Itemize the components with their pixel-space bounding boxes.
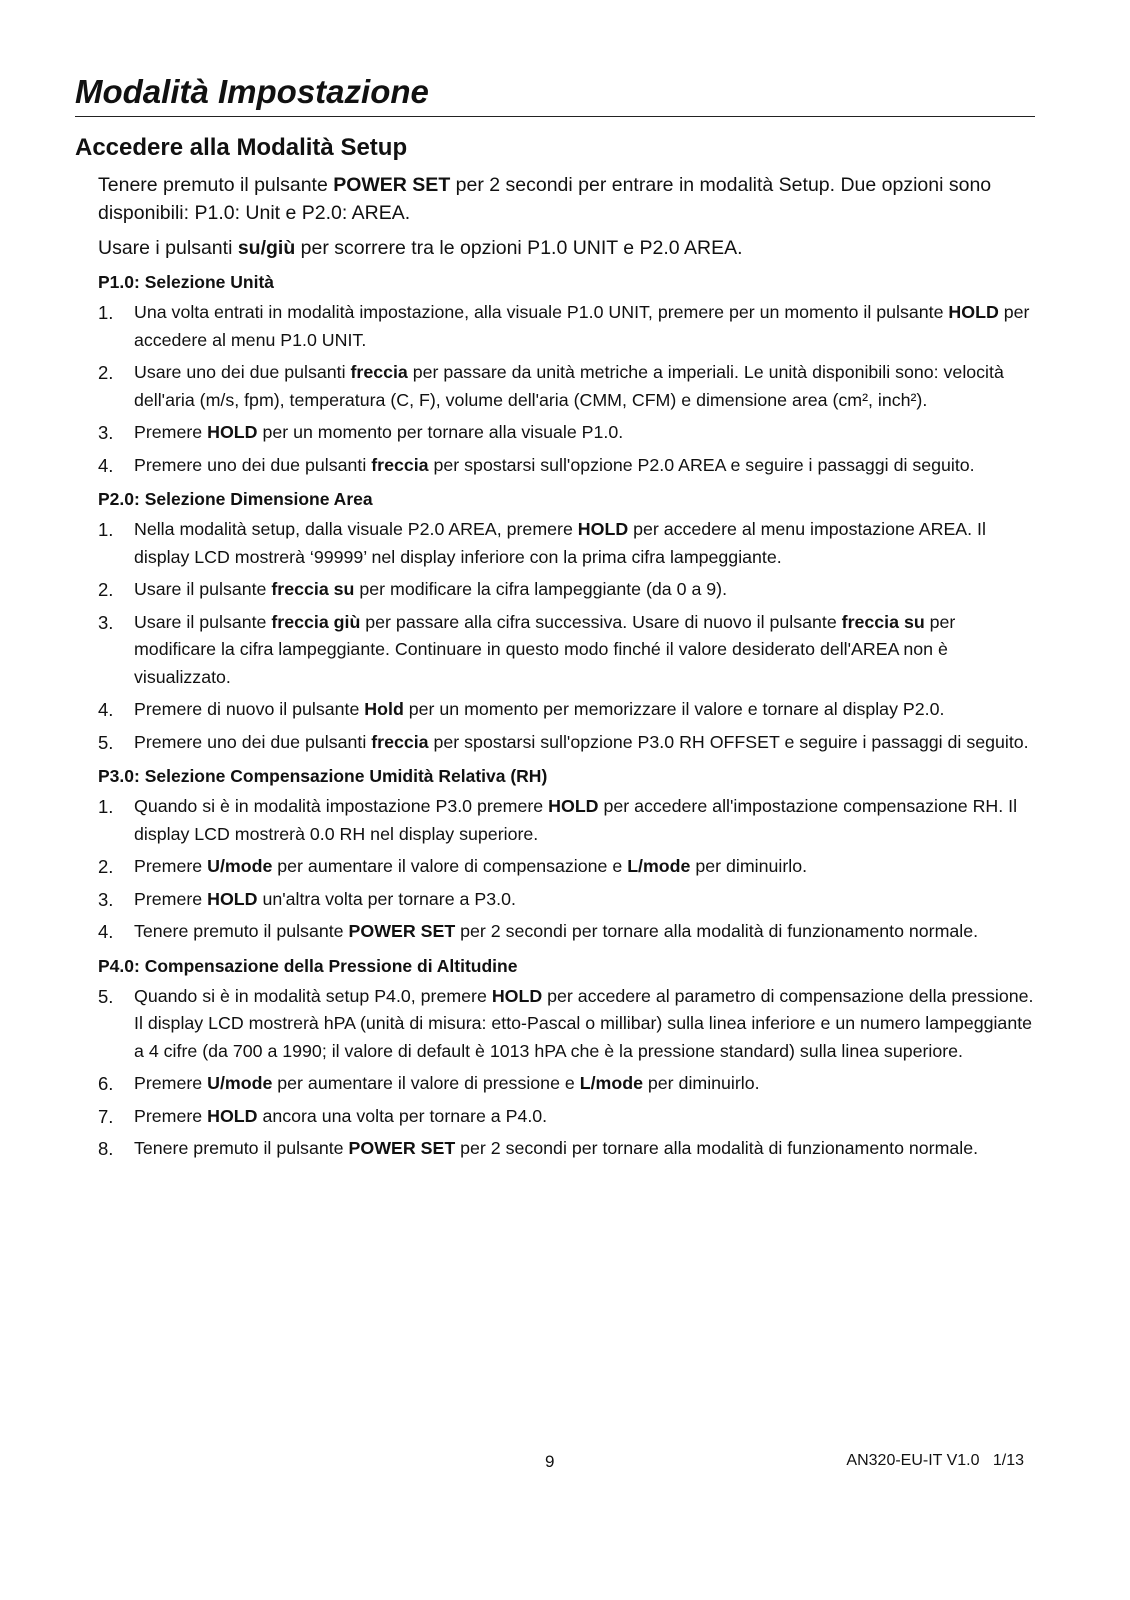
document-body	[98, 171, 1038, 1168]
page-title: Modalità Impostazione	[75, 74, 1035, 117]
step-text	[134, 455, 975, 475]
text-run: Usare uno dei due pulsanti	[134, 362, 351, 382]
list-item	[98, 886, 1038, 914]
step-number: 3.	[98, 611, 114, 633]
step-text	[134, 612, 955, 687]
subsection-heading: P3.0: Selezione Compensazione Umidità Relativa (RH)	[98, 766, 548, 786]
step-number: 2.	[98, 856, 114, 877]
list-item	[98, 1070, 1038, 1098]
text-run: ancora una volta per tornare a P4.0.	[257, 1105, 548, 1126]
step-number: 4.	[98, 699, 114, 720]
step-text	[134, 856, 807, 876]
steps-list	[98, 983, 1038, 1163]
text-run: per un momento per tornare alla visuale P1.0.	[257, 422, 624, 442]
step-number: 1.	[98, 796, 114, 817]
text-run: per scorrere tra le opzioni P1.0 UNIT e P2.0 AREA.	[295, 237, 743, 259]
step-number: 7.	[98, 1105, 114, 1127]
steps-list	[98, 516, 1038, 756]
list-item	[98, 729, 1038, 757]
step-number: 2.	[98, 362, 114, 383]
step-text	[134, 519, 986, 567]
step-text	[134, 1106, 547, 1126]
text-run: Premere di nuovo il pulsante	[134, 699, 365, 719]
step-number: 4.	[98, 454, 114, 476]
bold-text: HOLD	[948, 302, 999, 322]
step-text	[134, 302, 1029, 350]
text-run: per spostarsi sull'opzione P3.0 RH OFFSET e seguire i passaggi di seguito.	[428, 731, 1029, 752]
subsections	[98, 270, 1038, 1163]
list-item	[98, 1135, 1038, 1163]
step-text	[134, 889, 516, 909]
list-item	[98, 609, 1038, 692]
step-number: 5.	[98, 985, 114, 1007]
text-run: per passare alla cifra successiva. Usare di nuovo il pulsante	[360, 611, 842, 632]
text-run: Premere	[134, 1105, 208, 1126]
step-number: 1.	[98, 519, 114, 540]
bold-text: POWER SET	[348, 1138, 456, 1158]
intro-paragraph	[98, 171, 1038, 227]
bold-text: HOLD	[548, 796, 599, 816]
bold-text: Hold	[364, 699, 404, 719]
list-item	[98, 918, 1038, 946]
subsection-heading: P1.0: Selezione Unità	[98, 272, 275, 292]
text-run: Nella modalità setup, dalla visuale P2.0 AREA, premere	[134, 519, 578, 539]
text-run: per accedere all'impostazione compensazione RH. Il display LCD mostrerà 0.0 RH nel display superiore.	[134, 796, 1018, 844]
text-run: Premere uno dei due pulsanti	[134, 454, 372, 475]
bold-text: U/mode	[207, 1073, 273, 1093]
text-run: per accedere al parametro di compensazione della pressione. Il display LCD mostrerà hPA (unità di misura: etto-Pascal o millibar) sulla linea inferiore e un numero lampeggiante a 4 cifre (da 700 a 1990; il valore di default è 1013 hPA che è la pressione standard) sulla linea superiore.	[134, 985, 1034, 1061]
intro-paragraph	[98, 234, 1038, 262]
text-run: per passare da unità metriche a imperiali. Le unità disponibili sono: velocità dell'aria (m/s, fpm), temperatura (C, F), volume dell'aria (CMM, CFM) e dimensione area (cm², inch²).	[134, 362, 1004, 410]
list-item	[98, 419, 1038, 447]
list-item	[98, 299, 1038, 354]
text-run: Premere uno dei due pulsanti	[134, 731, 372, 752]
document-id: AN320-EU-IT V1.0 1/13	[846, 1452, 1024, 1469]
text-run: per modificare la cifra lampeggiante (da 0 a 9).	[354, 579, 728, 599]
page-number: 9	[545, 1452, 555, 1471]
list-item	[98, 516, 1038, 571]
step-number: 5.	[98, 731, 114, 753]
text-run: per modificare la cifra lampeggiante. Continuare in questo modo finché il valore desiderato dell'AREA non è visualizzato.	[134, 611, 956, 687]
bold-text: freccia	[371, 731, 429, 752]
step-text	[134, 1073, 760, 1093]
text-run: Quando si è in modalità setup P4.0, premere	[134, 985, 492, 1006]
text-run: per 2 secondi per entrare in modalità Setup. Due opzioni sono disponibili: P1.0: Unit e P2.0: AREA.	[98, 174, 992, 224]
bold-text: freccia giù	[271, 611, 361, 632]
list-item	[98, 452, 1038, 480]
list-item	[98, 359, 1038, 414]
text-run: Premere	[134, 856, 208, 876]
bold-text: POWER SET	[348, 921, 456, 941]
bold-text: POWER SET	[333, 174, 451, 196]
bold-text: freccia	[371, 454, 429, 475]
list-item	[98, 1103, 1038, 1131]
step-text	[134, 796, 1017, 844]
bold-text: HOLD	[207, 1105, 258, 1126]
step-text	[134, 921, 978, 941]
text-run: per diminuirlo.	[690, 856, 808, 876]
text-run: per diminuirlo.	[642, 1073, 760, 1093]
steps-list	[98, 299, 1038, 479]
text-run: Usare i pulsanti	[98, 237, 238, 259]
bold-text: U/mode	[207, 856, 273, 876]
step-number: 3.	[98, 888, 114, 910]
bold-text: L/mode	[627, 856, 691, 876]
bold-text: HOLD	[577, 519, 629, 539]
step-text	[134, 699, 944, 719]
text-run: Premere	[134, 1073, 208, 1093]
list-item	[98, 576, 1038, 604]
text-run: Una volta entrati in modalità impostazione, alla visuale P1.0 UNIT, premere per un momento il pulsante	[134, 302, 949, 322]
text-run: per accedere al menu P1.0 UNIT.	[134, 302, 1030, 350]
section-title: Accedere alla Modalità Setup	[75, 134, 408, 161]
text-run: Usare il pulsante	[134, 611, 272, 632]
text-run: Tenere premuto il pulsante	[98, 174, 334, 196]
step-text	[134, 732, 1029, 752]
bold-text: su/giù	[237, 237, 296, 259]
step-number: 4.	[98, 921, 114, 942]
step-number: 8.	[98, 1138, 114, 1159]
list-item	[98, 696, 1038, 724]
step-text	[134, 422, 623, 442]
steps-list	[98, 793, 1038, 946]
text-run: Tenere premuto il pulsante	[134, 921, 349, 941]
text-run: per spostarsi sull'opzione P2.0 AREA e seguire i passaggi di seguito.	[428, 454, 975, 475]
text-run: un'altra volta per tornare a P3.0.	[257, 888, 516, 909]
text-run: per accedere al menu impostazione AREA. Il display LCD mostrerà ‘99999’ nel display inferiore con la prima cifra lampeggiante.	[134, 519, 986, 567]
step-text	[134, 362, 1004, 410]
subsection-heading: P2.0: Selezione Dimensione Area	[98, 489, 373, 509]
step-number: 3.	[98, 422, 114, 443]
text-run: Quando si è in modalità impostazione P3.0 premere	[134, 796, 549, 816]
bold-text: freccia	[350, 362, 408, 382]
text-run: Tenere premuto il pulsante	[134, 1138, 349, 1158]
text-run: Premere	[134, 888, 208, 909]
text-run: Premere	[134, 422, 208, 442]
list-item	[98, 793, 1038, 848]
step-number: 1.	[98, 302, 114, 323]
step-number: 6.	[98, 1073, 114, 1094]
step-text	[134, 579, 727, 599]
list-item	[98, 853, 1038, 881]
text-run: per 2 secondi per tornare alla modalità di funzionamento normale.	[455, 1138, 979, 1158]
intro-paragraphs	[98, 171, 1038, 262]
subsection-heading: P4.0: Compensazione della Pressione di Altitudine	[98, 955, 518, 976]
text-run: per aumentare il valore di compensazione e	[272, 856, 628, 876]
text-run: Usare il pulsante	[134, 579, 272, 599]
step-text	[134, 986, 1033, 1061]
bold-text: HOLD	[491, 985, 543, 1006]
bold-text: freccia su	[841, 611, 925, 632]
text-run: per aumentare il valore di pressione e	[272, 1073, 580, 1093]
bold-text: freccia su	[271, 579, 355, 599]
step-number: 2.	[98, 579, 114, 600]
bold-text: L/mode	[579, 1073, 643, 1093]
text-run: per 2 secondi per tornare alla modalità di funzionamento normale.	[455, 921, 979, 941]
step-text	[134, 1138, 978, 1158]
bold-text: HOLD	[207, 422, 258, 442]
list-item	[98, 983, 1038, 1066]
bold-text: HOLD	[207, 888, 258, 909]
text-run: per un momento per memorizzare il valore e tornare al display P2.0.	[403, 699, 945, 719]
